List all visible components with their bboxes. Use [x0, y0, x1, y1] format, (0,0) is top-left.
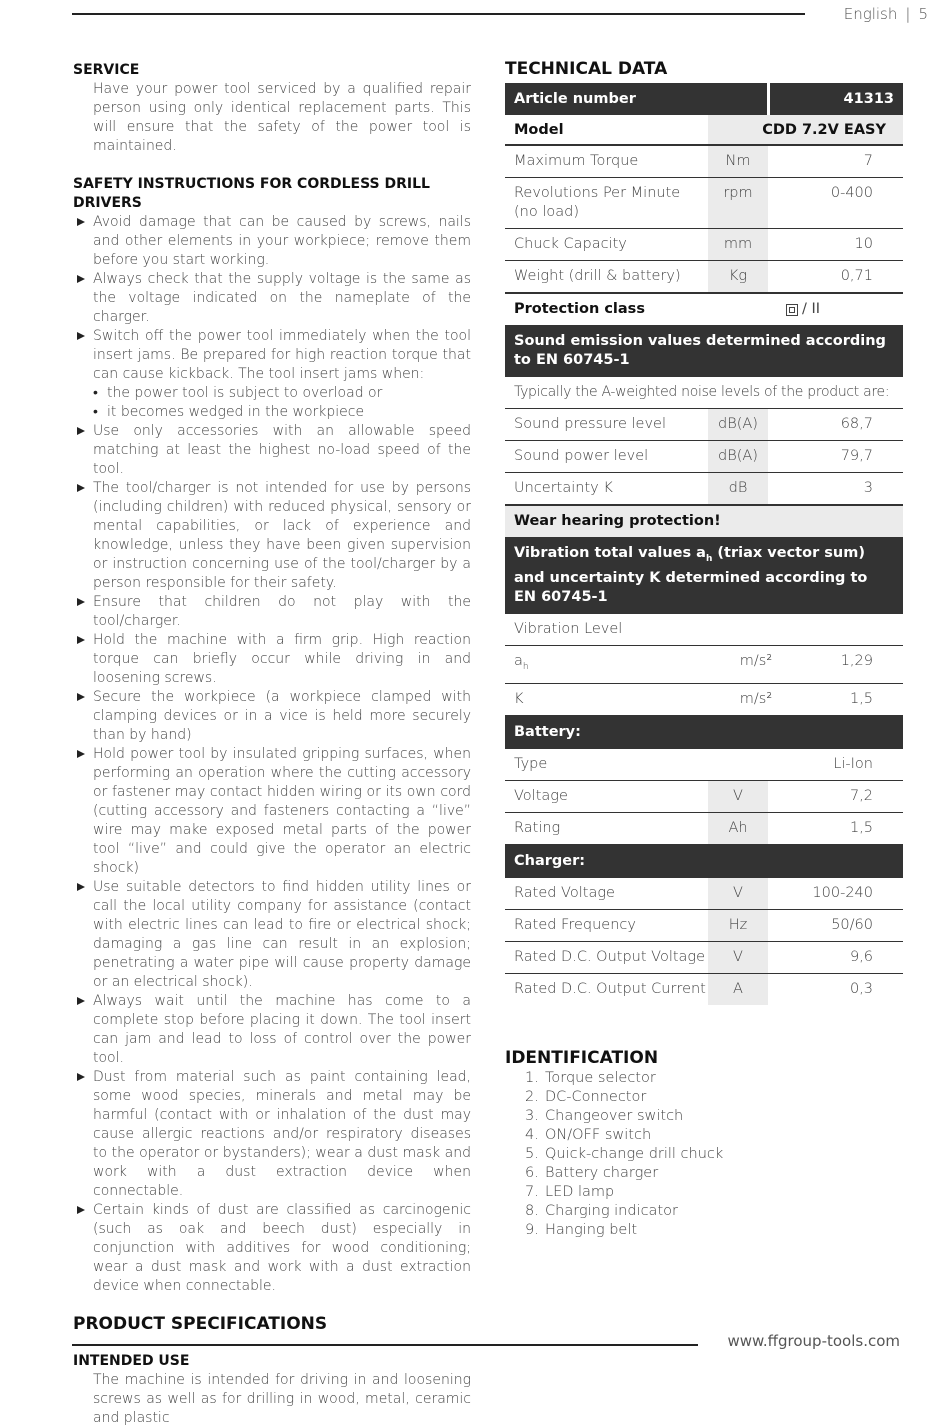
- spec-label: Maximum Torque: [514, 153, 639, 169]
- spec-value: 0,71: [840, 268, 873, 284]
- spec-label: Weight (drill & battery): [514, 268, 681, 284]
- safety-item: Certain kinds of dust are classified as carcinogenic (such as oak and beech dust) especially in conjunction with additives for wood conditioning; wear a dust mask and work with a dust extraction device when connectable.: [73, 1201, 471, 1296]
- sound-value: 3: [863, 480, 873, 496]
- sound-unit: dB(A): [708, 441, 768, 472]
- identification-num: 5.: [525, 1146, 539, 1162]
- identification-item: [525, 1221, 903, 1240]
- header-separator: |: [905, 5, 911, 23]
- safety-subitem: • it becomes wedged in the workpiece: [93, 403, 471, 422]
- charger-row: [505, 942, 903, 974]
- safety-item: Hold power tool by insulated gripping surfaces, when performing an operation where the cutting accessory or fastener may contact hidden wiring or its own cord (cutting accessory and fasteners contacting a “live” wire may make exposed metal parts of the power tool “live” and could give the operator an electric shock): [73, 745, 471, 878]
- identification-label: Quick-change drill chuck: [545, 1146, 724, 1162]
- identification-num: 1.: [525, 1070, 539, 1086]
- vibration-row: [505, 684, 903, 717]
- identification-label: DC-Connector: [545, 1089, 647, 1105]
- safety-list: [73, 213, 471, 1296]
- safety-item: Always wait until the machine has come to a complete stop before placing it down. The tool insert can jam and lead to loss of control over the power tool.: [73, 992, 471, 1068]
- charger-value: 100-240: [812, 884, 873, 901]
- sound-value: 79,7: [840, 448, 873, 464]
- sound-row: [505, 441, 903, 473]
- charger-value: 50/60: [831, 916, 873, 933]
- safety-item: Always check that the supply voltage is the same as the voltage indicated on the nameplate of the charger.: [73, 270, 471, 327]
- model-label: Model: [514, 122, 564, 138]
- identification-num: 4.: [525, 1127, 539, 1143]
- identification-item: [525, 1145, 903, 1164]
- safety-item: The tool/charger is not intended for use by persons (including children) with reduced physical, sensory or mental capabilities, or lack of experience and knowledge, unless they have been given supervision or instruction concerning use of the tool/charger by a person responsible for their safety.: [73, 479, 471, 593]
- spec-value: 7: [863, 153, 873, 169]
- intended-use-title: INTENDED USE: [73, 1353, 190, 1369]
- safety-item: Ensure that children do not play with the tool/charger.: [73, 593, 471, 631]
- safety-item: Hold the machine with a firm grip. High reaction torque can briefly occur while driving in and loosening screws.: [73, 631, 471, 688]
- vibration-header-post: (triax vector sum) and uncertainty K determined according to EN 60745-1: [514, 545, 868, 605]
- vibration-ah-value: 1,29: [840, 652, 873, 669]
- header-rule: [72, 13, 805, 15]
- vibration-row: [505, 646, 903, 684]
- identification-num: 2.: [525, 1089, 539, 1105]
- charger-unit: Hz: [708, 910, 768, 941]
- battery-type-value: Li-Ion: [833, 755, 873, 772]
- model-row: [505, 115, 903, 146]
- safety-item: [73, 327, 471, 422]
- intended-use-text: The machine is intended for driving in and loosening screws as well as for drilling in wood, metal, ceramic and plastic: [93, 1372, 471, 1426]
- page-number: 5: [918, 5, 928, 23]
- spec-value: 10: [854, 236, 873, 252]
- battery-type-label: Type: [514, 755, 548, 772]
- hearing-note: Wear hearing protection!: [505, 506, 903, 538]
- spec-unit: rpm: [708, 178, 768, 228]
- spec-unit: Nm: [708, 146, 768, 177]
- charger-header: Charger:: [505, 846, 903, 878]
- safety-item: Avoid damage that can be caused by screws, nails and other elements in your workpiece; remove them before you start working.: [73, 213, 471, 270]
- sound-label: Uncertainty K: [514, 480, 613, 496]
- vibration-ah-label: [505, 646, 708, 683]
- charger-row: [505, 974, 903, 1005]
- identification-num: 9.: [525, 1222, 539, 1238]
- sound-note: Typically the A-weighted noise levels of the product are:: [505, 377, 903, 409]
- battery-type-unit: [708, 749, 768, 780]
- safety-item-text: Switch off the power tool immediately when the tool insert jams. Be prepared for high reaction torque that can cause kickback. The tool insert jams when:: [93, 328, 471, 382]
- identification-label: Changeover switch: [545, 1108, 684, 1124]
- sound-label: Sound pressure level: [514, 416, 666, 432]
- battery-row: [505, 781, 903, 813]
- identification-item: [525, 1183, 903, 1202]
- identification-num: 7.: [525, 1184, 539, 1200]
- safety-item: Use suitable detectors to find hidden utility lines or call the local utility company for assistance (contact with electric lines can lead to fire or electrical shock; damaging a gas line can result in an explosion; penetrating a water pipe will cause property damage or an electrical shock).: [73, 878, 471, 992]
- sound-value: 68,7: [840, 416, 873, 432]
- identification-item: [525, 1088, 903, 1107]
- battery-label: Rating: [514, 819, 561, 836]
- vibration-header-pre: Vibration total values a: [514, 545, 706, 561]
- charger-value: 9,6: [849, 948, 873, 965]
- battery-row: [505, 813, 903, 846]
- page-header: [844, 5, 928, 23]
- left-column: [73, 61, 471, 1428]
- spec-unit: mm: [708, 229, 768, 260]
- charger-unit: V: [708, 878, 768, 909]
- charger-value: 0,3: [849, 980, 873, 997]
- identification-num: 6.: [525, 1165, 539, 1181]
- charger-unit: A: [708, 974, 768, 1005]
- safety-sublist: [93, 384, 471, 422]
- article-label: Article number: [505, 83, 770, 115]
- product-specs-title: PRODUCT SPECIFICATIONS: [73, 1314, 328, 1334]
- service-title: SERVICE: [73, 62, 140, 78]
- technical-data: [505, 58, 903, 1005]
- safety-item: Use only accessories with an allowable speed matching at least the highest no-load speed of the tool.: [73, 422, 471, 479]
- language-label: English: [843, 5, 898, 23]
- vibration-ah-sub: h: [522, 661, 529, 672]
- identification-label: Hanging belt: [545, 1222, 638, 1238]
- vibration-header-sub: h: [705, 553, 713, 564]
- vibration-ah-symbol: a: [514, 652, 523, 669]
- identification-num: 3.: [525, 1108, 539, 1124]
- spec-unit: Kg: [708, 261, 768, 292]
- safety-subitem: • the power tool is subject to overload or: [93, 384, 471, 403]
- identification-item: [525, 1126, 903, 1145]
- vibration-ah-unit: m/s²: [739, 652, 773, 669]
- vibration-level-label: Vibration Level: [505, 614, 903, 646]
- battery-unit: V: [708, 781, 768, 812]
- vibration-k-value: 1,5: [849, 690, 873, 707]
- sound-row: [505, 473, 903, 506]
- vibration-header: [505, 538, 903, 614]
- charger-row: [505, 910, 903, 942]
- article-value: 41313: [843, 91, 894, 107]
- technical-data-title: TECHNICAL DATA: [505, 59, 668, 79]
- charger-label: Rated Voltage: [514, 884, 615, 901]
- footer-url[interactable]: www.ffgroup-tools.com: [727, 1332, 900, 1350]
- spec-label: Chuck Capacity: [514, 236, 627, 252]
- vibration-k-unit: m/s²: [739, 690, 773, 707]
- charger-unit: V: [708, 942, 768, 973]
- spec-row: [505, 261, 903, 294]
- battery-value: 1,5: [849, 819, 873, 836]
- charger-label: Rated Frequency: [514, 916, 636, 933]
- battery-row: [505, 749, 903, 781]
- battery-unit: Ah: [708, 813, 768, 844]
- safety-item: Dust from material such as paint containing lead, some wood species, minerals and metal may be harmful (contact with or inhalation of the dust may cause allergic reactions and/or respiratory diseases to the operator or bystanders); wear a dust mask and work with a dust extraction device when connectable.: [73, 1068, 471, 1201]
- identification-num: 8.: [525, 1203, 539, 1219]
- spec-value: 0-400: [830, 185, 873, 201]
- identification: [505, 1047, 903, 1240]
- service-text: Have your power tool serviced by a qualified repair person using only identical replacement parts. This will ensure that the safety of the power tool is maintained.: [93, 81, 471, 154]
- sound-row: [505, 409, 903, 441]
- spec-row: [505, 146, 903, 178]
- identification-title: IDENTIFICATION: [505, 1048, 659, 1068]
- protection-label: Protection class: [514, 301, 645, 317]
- charger-label: Rated D.C. Output Voltage: [514, 948, 706, 965]
- identification-item: [525, 1107, 903, 1126]
- sound-label: Sound power level: [514, 448, 649, 464]
- identification-label: ON/OFF switch: [545, 1127, 652, 1143]
- footer-rule: [72, 1344, 698, 1346]
- identification-label: Torque selector: [545, 1070, 656, 1086]
- identification-label: LED lamp: [545, 1184, 615, 1200]
- identification-label: Charging indicator: [545, 1203, 678, 1219]
- vibration-k-label: K: [514, 690, 524, 707]
- charger-label: Rated D.C. Output Current: [514, 980, 706, 997]
- spec-row: [505, 229, 903, 261]
- double-insulation-icon: [786, 304, 798, 316]
- identification-item: [525, 1069, 903, 1088]
- model-value: CDD 7.2V EASY: [708, 115, 903, 144]
- protection-class-text: / II: [802, 301, 821, 317]
- protection-row: [505, 294, 903, 326]
- charger-row: [505, 878, 903, 910]
- spec-label: Revolutions Per Minute (no load): [514, 185, 681, 220]
- battery-header: Battery:: [505, 717, 903, 749]
- identification-item: [525, 1202, 903, 1221]
- safety-item: Secure the workpiece (a workpiece clamped with clamping devices or in a vice is held more securely than by hand): [73, 688, 471, 745]
- identification-list: [505, 1069, 903, 1240]
- article-row: [505, 83, 903, 115]
- identification-label: Battery charger: [545, 1165, 659, 1181]
- safety-title: SAFETY INSTRUCTIONS FOR CORDLESS DRILL DRIVERS: [73, 176, 430, 211]
- battery-value: 7,2: [849, 787, 873, 804]
- spec-row: [505, 178, 903, 229]
- sound-header: Sound emission values determined according to EN 60745-1: [505, 326, 903, 377]
- identification-item: [525, 1164, 903, 1183]
- protection-value: [786, 300, 903, 319]
- sound-unit: dB(A): [708, 409, 768, 440]
- battery-label: Voltage: [514, 787, 568, 804]
- sound-unit: dB: [708, 473, 768, 504]
